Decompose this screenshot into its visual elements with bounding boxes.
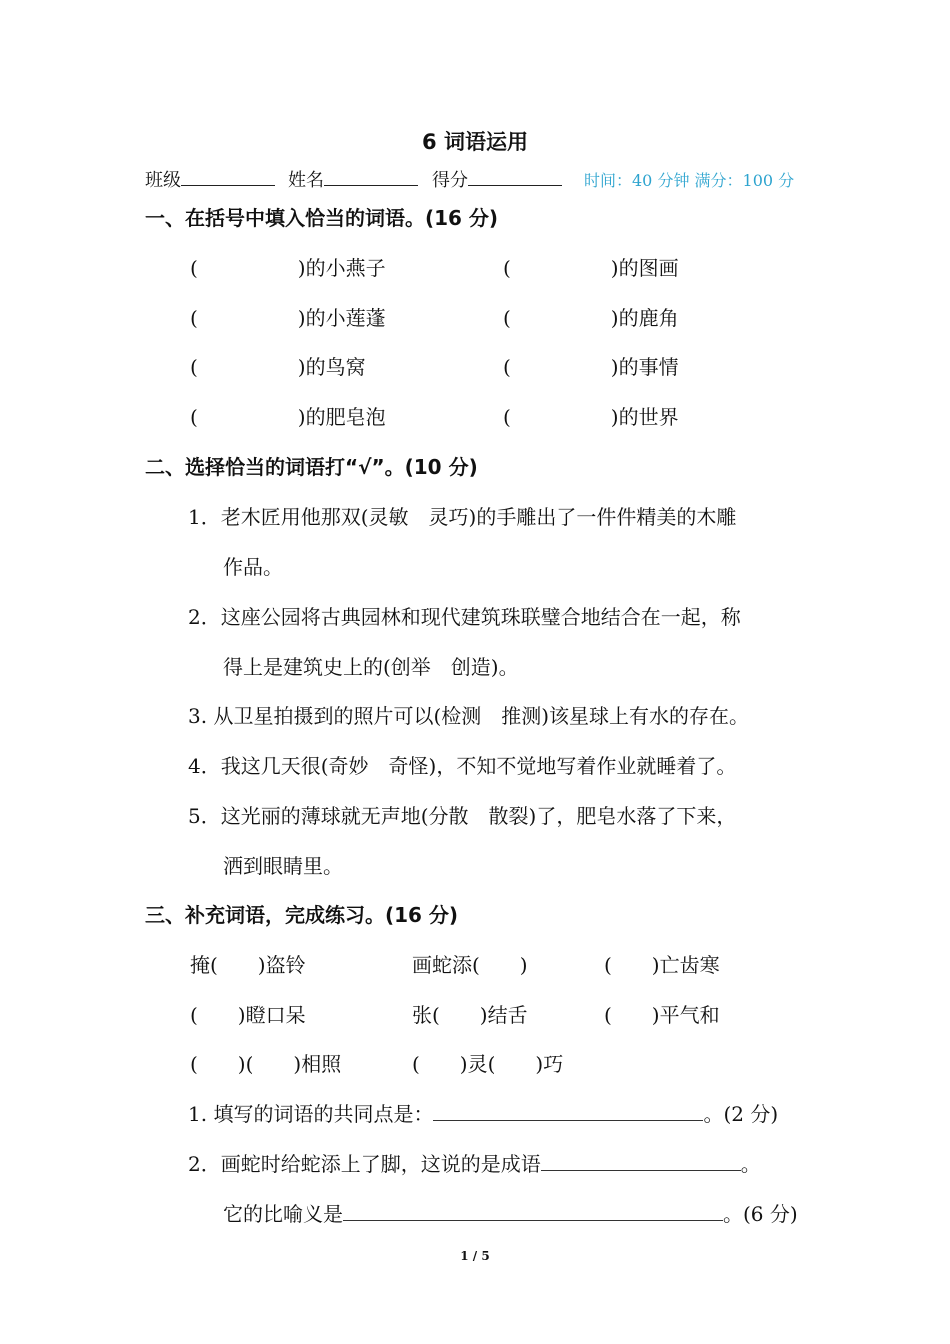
name-label: 姓名 — [288, 170, 324, 191]
score-blank[interactable] — [468, 167, 562, 186]
s1-item: ( )的小莲蓬 — [190, 306, 386, 330]
s1-item: ( )的肥皂泡 — [190, 405, 386, 429]
idiom-item: ( )瞪口呆 — [190, 1003, 306, 1027]
q2b-text: 它的比喻义是 — [223, 1202, 343, 1226]
class-blank[interactable] — [181, 167, 275, 186]
idiom-item: ( )灵( )巧 — [412, 1052, 564, 1076]
s2-line: 5．这光丽的薄球就无声地(分散 散裂)了，肥皂水落了下来， — [188, 804, 737, 828]
page-title: 6 词语运用 — [422, 130, 528, 154]
score-label: 得分 — [432, 170, 468, 191]
section1-heading: 一、在括号中填入恰当的词语。(16 分) — [145, 206, 499, 230]
q2-answer-line[interactable] — [541, 1148, 741, 1171]
q2b-score: 。(6 分) — [723, 1202, 798, 1226]
name-field — [288, 166, 418, 192]
idiom-item: ( )平气和 — [604, 1003, 720, 1027]
time-info: 时间：40 分钟 满分：100 分 — [584, 171, 795, 190]
s2-line: 4．我这几天很(奇妙 奇怪)，不知不觉地写着作业就睡着了。 — [188, 754, 737, 778]
s1-item: ( )的小燕子 — [190, 256, 386, 280]
s3-question-2 — [188, 1148, 761, 1177]
s1-item: ( )的鸟窝 — [190, 355, 366, 379]
idiom-item: ( )亡齿寒 — [604, 953, 720, 977]
section2-heading: 二、选择恰当的词语打“√”。(10 分) — [145, 455, 478, 479]
s2-line: 1．老木匠用他那双(灵敏 灵巧)的手雕出了一件件精美的木雕 — [188, 505, 737, 529]
q1-answer-line[interactable] — [433, 1098, 703, 1121]
s1-item: ( )的图画 — [503, 256, 679, 280]
s2-line: 2．这座公园将古典园林和现代建筑珠联璧合地结合在一起，称 — [188, 605, 741, 629]
s2-line: 3. 从卫星拍摄到的照片可以(检测 推测)该星球上有水的存在。 — [188, 704, 750, 728]
idiom-item: 掩( )盗铃 — [190, 953, 306, 977]
q1-text: 1. 填写的词语的共同点是： — [188, 1102, 434, 1126]
s1-item: ( )的世界 — [503, 405, 679, 429]
s3-question-1 — [188, 1098, 778, 1127]
class-label: 班级 — [145, 170, 181, 191]
q2-end: 。 — [740, 1152, 761, 1176]
s1-item: ( )的鹿角 — [503, 306, 679, 330]
s3-question-2b — [223, 1198, 798, 1227]
idiom-item: 张( )结舌 — [412, 1003, 528, 1027]
section3-heading: 三、补充词语，完成练习。(16 分) — [145, 903, 459, 927]
page-number: 1 / 5 — [460, 1249, 490, 1263]
score-field — [432, 166, 562, 192]
q1-score: 。(2 分) — [703, 1102, 779, 1126]
s2-line: 得上是建筑史上的(创举 创造)。 — [223, 655, 519, 679]
q2-text: 2．画蛇时给蛇添上了脚，这说的是成语 — [188, 1152, 541, 1176]
s1-item: ( )的事情 — [503, 355, 679, 379]
name-blank[interactable] — [324, 167, 418, 186]
idiom-item: 画蛇添( ) — [412, 953, 528, 977]
q2b-answer-line[interactable] — [343, 1198, 723, 1221]
s2-line: 洒到眼睛里。 — [223, 854, 343, 878]
idiom-item: ( )( )相照 — [190, 1052, 342, 1076]
class-field — [145, 166, 275, 192]
s2-line: 作品。 — [223, 555, 283, 579]
